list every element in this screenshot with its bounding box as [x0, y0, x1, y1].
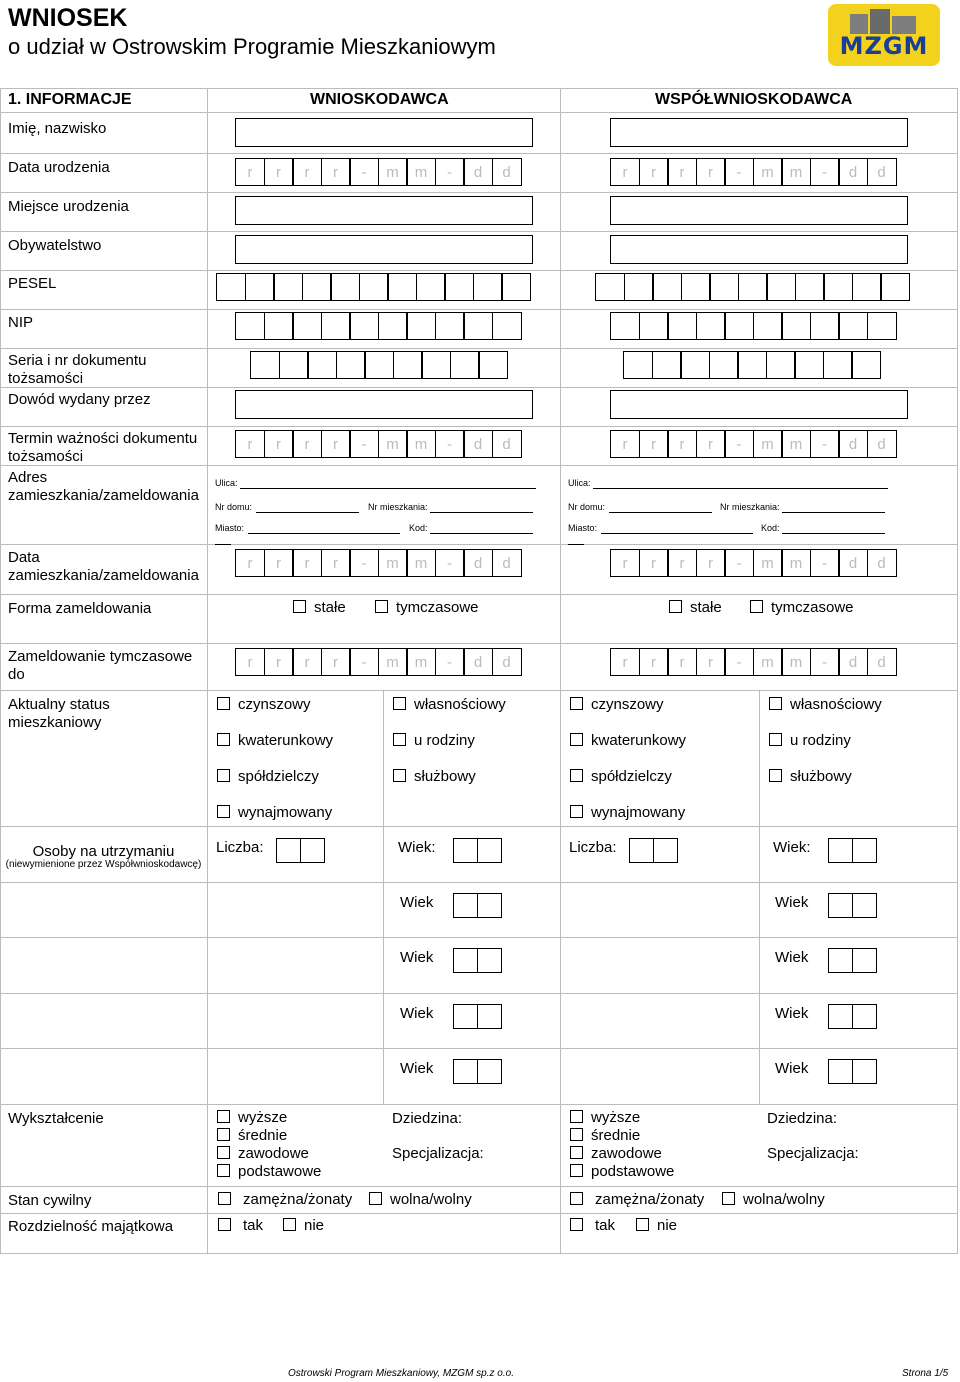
co-applicant-citizenship-input[interactable] — [610, 235, 908, 264]
co-applicant-rented-option: wynajmowany — [591, 804, 686, 821]
co-applicant-primary-option: podstawowe — [591, 1163, 675, 1180]
section-heading: 1. INFORMACJE — [8, 91, 132, 108]
co-applicant-dependents-count-field[interactable] — [629, 838, 676, 863]
co-applicant-city-label: Miasto: — [568, 523, 598, 533]
id-document-label: Seria i nr dokumentu tożsamości — [8, 352, 147, 387]
applicant-dependents-count-field[interactable] — [276, 838, 323, 863]
co-applicant-family-checkbox[interactable] — [769, 733, 782, 746]
co-applicant-ownership-checkbox[interactable] — [769, 697, 782, 710]
applicant-vocational-option: zawodowe — [238, 1145, 309, 1162]
applicant-column-heading: WNIOSKODAWCA — [310, 91, 449, 108]
co-applicant-birth-place-input[interactable] — [610, 196, 908, 225]
dependents-label: Osoby na utrzymaniu — [32, 843, 175, 860]
co-applicant-temporary-checkbox[interactable] — [750, 600, 763, 613]
applicant-service-checkbox[interactable] — [393, 769, 406, 782]
co-applicant-age-label-2: Wiek — [775, 894, 809, 911]
applicant-age-field-5[interactable] — [453, 1059, 500, 1084]
co-applicant-temporary-option: tymczasowe — [771, 599, 854, 616]
applicant-secondary-option: średnie — [238, 1127, 288, 1144]
pesel-label: PESEL — [8, 275, 57, 292]
marital-status-label: Stan cywilny — [8, 1192, 92, 1209]
applicant-temporary-until-field[interactable]: r r r r - m m - d d — [235, 648, 520, 676]
registration-form-label: Forma zameldowania — [8, 600, 152, 617]
co-applicant-age-field-3[interactable] — [828, 948, 875, 973]
applicant-field-label: Dziedzina: — [392, 1110, 463, 1127]
applicant-name-input[interactable] — [235, 118, 533, 147]
applicant-yes-option: tak — [243, 1217, 264, 1234]
applicant-flat-no-line[interactable] — [430, 512, 533, 513]
applicant-age-label-5: Wiek — [400, 1060, 434, 1077]
co-applicant-house-no-line[interactable] — [609, 512, 712, 513]
co-applicant-dependents-count-label: Liczba: — [569, 839, 617, 856]
applicant-ownership-checkbox[interactable] — [393, 697, 406, 710]
applicant-permanent-option: stałe — [314, 599, 346, 616]
applicant-married-checkbox[interactable] — [218, 1192, 231, 1205]
co-applicant-higher-checkbox[interactable] — [570, 1110, 583, 1123]
form-title: WNIOSEK — [8, 4, 128, 32]
co-applicant-yes-checkbox[interactable] — [570, 1218, 583, 1231]
footer-left: Ostrowski Program Mieszkaniowy, MZGM sp.z o.o. — [288, 1368, 514, 1379]
applicant-rent-checkbox[interactable] — [217, 697, 230, 710]
birth-place-label: Miejsce urodzenia — [8, 198, 129, 215]
logo-text: MZGM — [839, 32, 929, 60]
co-applicant-address-date-field[interactable]: r r r r - m m - d d — [610, 549, 895, 577]
applicant-specialization-label: Specjalizacja: — [392, 1145, 484, 1162]
co-applicant-tenancy-checkbox[interactable] — [570, 733, 583, 746]
issued-by-label: Dowód wydany przez — [8, 391, 151, 408]
applicant-rented-option: wynajmowany — [238, 804, 333, 821]
co-applicant-column-heading: WSPÓŁWNIOSKODAWCA — [655, 91, 853, 108]
applicant-citizenship-input[interactable] — [235, 235, 533, 264]
applicant-service-option: służbowy — [414, 768, 476, 785]
applicant-coop-option: spółdzielczy — [238, 768, 319, 785]
applicant-temporary-checkbox[interactable] — [375, 600, 388, 613]
applicant-family-option: u rodziny — [414, 732, 475, 749]
co-applicant-tenancy-option: kwaterunkowy — [591, 732, 687, 749]
applicant-higher-checkbox[interactable] — [217, 1110, 230, 1123]
applicant-house-no-line[interactable] — [256, 512, 359, 513]
applicant-secondary-checkbox[interactable] — [217, 1128, 230, 1141]
housing-status-label: Aktualny status mieszkaniowy — [8, 696, 110, 731]
citizenship-label: Obywatelstwo — [8, 237, 102, 254]
applicant-yes-checkbox[interactable] — [218, 1218, 231, 1231]
co-applicant-age-label-4: Wiek — [775, 1005, 809, 1022]
co-applicant-postcode-label: Kod: — [761, 523, 780, 533]
co-applicant-service-option: służbowy — [790, 768, 852, 785]
co-applicant-age-field-4[interactable] — [828, 1004, 875, 1029]
applicant-id-document-field[interactable] — [250, 351, 507, 379]
applicant-id-validity-field[interactable]: r r r r - m m - d d — [235, 430, 520, 458]
co-applicant-age-label: Wiek: — [773, 839, 811, 856]
applicant-house-no-label: Nr domu: — [215, 502, 253, 512]
co-applicant-rent-checkbox[interactable] — [570, 697, 583, 710]
address-date-label: Data zamieszkania/zameldowania — [8, 549, 199, 584]
nip-label: NIP — [8, 314, 34, 331]
form-subtitle: o udział w Ostrowskim Programie Mieszkaniowym — [8, 34, 496, 59]
applicant-pesel-field[interactable] — [216, 273, 530, 301]
co-applicant-id-validity-field[interactable]: r r r r - m m - d d — [610, 430, 895, 458]
applicant-tenancy-option: kwaterunkowy — [238, 732, 334, 749]
applicant-married-option: zamężna/żonaty — [243, 1191, 353, 1208]
applicant-primary-option: podstawowe — [238, 1163, 322, 1180]
co-applicant-street-label: Ulica: — [568, 478, 591, 488]
co-applicant-vocational-option: zawodowe — [591, 1145, 662, 1162]
applicant-nip-field[interactable] — [235, 312, 520, 340]
education-label: Wykształcenie — [8, 1110, 104, 1127]
applicant-temporary-option: tymczasowe — [396, 599, 479, 616]
property-separation-label: Rozdzielność majątkowa — [8, 1218, 174, 1235]
applicant-permanent-checkbox[interactable] — [293, 600, 306, 613]
applicant-primary-checkbox[interactable] — [217, 1164, 230, 1177]
co-applicant-secondary-checkbox[interactable] — [570, 1128, 583, 1141]
co-applicant-age-field-2[interactable] — [828, 893, 875, 918]
applicant-vocational-checkbox[interactable] — [217, 1146, 230, 1159]
co-applicant-flat-no-line[interactable] — [782, 512, 885, 513]
co-applicant-birth-date-field[interactable]: r r r r - m m - d d — [610, 158, 895, 186]
co-applicant-age-field-5[interactable] — [828, 1059, 875, 1084]
dependents-note: (niewymienione przez Współwnioskodawcę) — [5, 859, 202, 870]
co-applicant-higher-option: wyższe — [591, 1109, 641, 1126]
co-applicant-ownership-option: własnościowy — [790, 696, 882, 713]
applicant-tenancy-checkbox[interactable] — [217, 733, 230, 746]
birth-date-label: Data urodzenia — [8, 159, 110, 176]
co-applicant-married-option: zamężna/żonaty — [595, 1191, 705, 1208]
applicant-age-field-3[interactable] — [453, 948, 500, 973]
applicant-rent-option: czynszowy — [238, 696, 311, 713]
applicant-address-date-field[interactable]: r r r r - m m - d d — [235, 549, 520, 577]
temporary-until-label: Zameldowanie tymczasowe do — [8, 648, 193, 683]
applicant-issued-by-input[interactable] — [235, 390, 533, 419]
applicant-age-label-2: Wiek — [400, 894, 434, 911]
id-validity-label: Termin ważności dokumentu tożsamości — [8, 430, 198, 465]
co-applicant-specialization-label: Specjalizacja: — [767, 1145, 859, 1162]
applicant-street-line[interactable] — [240, 488, 536, 489]
applicant-rented-checkbox[interactable] — [217, 805, 230, 818]
applicant-no-option: nie — [304, 1217, 325, 1234]
footer-page-number: Strona 1/5 — [902, 1368, 949, 1379]
co-applicant-family-option: u rodziny — [790, 732, 851, 749]
applicant-city-label: Miasto: — [215, 523, 245, 533]
co-applicant-pesel-field[interactable] — [595, 273, 909, 301]
co-applicant-secondary-option: średnie — [591, 1127, 641, 1144]
co-applicant-id-document-field[interactable] — [623, 351, 880, 379]
mzgm-logo — [828, 4, 940, 66]
co-applicant-rent-option: czynszowy — [591, 696, 664, 713]
applicant-flat-no-label: Nr mieszkania: — [368, 502, 428, 512]
applicant-age-field-4[interactable] — [453, 1004, 500, 1029]
co-applicant-temporary-until-field[interactable]: r r r r - m m - d d — [610, 648, 895, 676]
applicant-no-checkbox[interactable] — [283, 1218, 296, 1231]
co-applicant-coop-option: spółdzielczy — [591, 768, 672, 785]
co-applicant-yes-option: tak — [595, 1217, 616, 1234]
co-applicant-street-line[interactable] — [593, 488, 888, 489]
applicant-higher-option: wyższe — [238, 1109, 288, 1126]
co-applicant-age-field[interactable] — [828, 838, 875, 863]
co-applicant-flat-no-label: Nr mieszkania: — [720, 502, 780, 512]
co-applicant-rented-checkbox[interactable] — [570, 805, 583, 818]
co-applicant-single-checkbox[interactable] — [722, 1192, 735, 1205]
co-applicant-age-label-5: Wiek — [775, 1060, 809, 1077]
applicant-coop-checkbox[interactable] — [217, 769, 230, 782]
applicant-age-label-4: Wiek — [400, 1005, 434, 1022]
applicant-street-label: Ulica: — [215, 478, 238, 488]
applicant-single-checkbox[interactable] — [369, 1192, 382, 1205]
address-label: Adres zamieszkania/zameldowania — [8, 469, 199, 504]
applicant-dependents-count-label: Liczba: — [216, 839, 264, 856]
applicant-ownership-option: własnościowy — [414, 696, 506, 713]
co-applicant-permanent-option: stałe — [690, 599, 722, 616]
co-applicant-no-checkbox[interactable] — [636, 1218, 649, 1231]
co-applicant-single-option: wolna/wolny — [743, 1191, 825, 1208]
co-applicant-issued-by-input[interactable] — [610, 390, 908, 419]
co-applicant-city-line[interactable] — [601, 533, 753, 534]
co-applicant-primary-checkbox[interactable] — [570, 1164, 583, 1177]
co-applicant-nip-field[interactable] — [610, 312, 895, 340]
co-applicant-name-input[interactable] — [610, 118, 908, 147]
applicant-age-label: Wiek: — [398, 839, 436, 856]
applicant-postcode-label: Kod: — [409, 523, 428, 533]
applicant-single-option: wolna/wolny — [390, 1191, 472, 1208]
applicant-postcode-line[interactable] — [430, 533, 533, 534]
applicant-city-line[interactable] — [248, 533, 400, 534]
co-applicant-service-checkbox[interactable] — [769, 769, 782, 782]
applicant-age-label-3: Wiek — [400, 949, 434, 966]
co-applicant-house-no-label: Nr domu: — [568, 502, 606, 512]
co-applicant-field-label: Dziedzina: — [767, 1110, 838, 1127]
applicant-age-field[interactable] — [453, 838, 500, 863]
name-label: Imię, nazwisko — [8, 120, 107, 137]
applicant-birth-date-field[interactable]: r r r r - m m - d d — [235, 158, 520, 186]
co-applicant-vocational-checkbox[interactable] — [570, 1146, 583, 1159]
co-applicant-age-label-3: Wiek — [775, 949, 809, 966]
applicant-family-checkbox[interactable] — [393, 733, 406, 746]
co-applicant-postcode-line[interactable] — [782, 533, 885, 534]
applicant-birth-place-input[interactable] — [235, 196, 533, 225]
co-applicant-coop-checkbox[interactable] — [570, 769, 583, 782]
co-applicant-permanent-checkbox[interactable] — [669, 600, 682, 613]
co-applicant-married-checkbox[interactable] — [570, 1192, 583, 1205]
applicant-age-field-2[interactable] — [453, 893, 500, 918]
co-applicant-no-option: nie — [657, 1217, 678, 1234]
